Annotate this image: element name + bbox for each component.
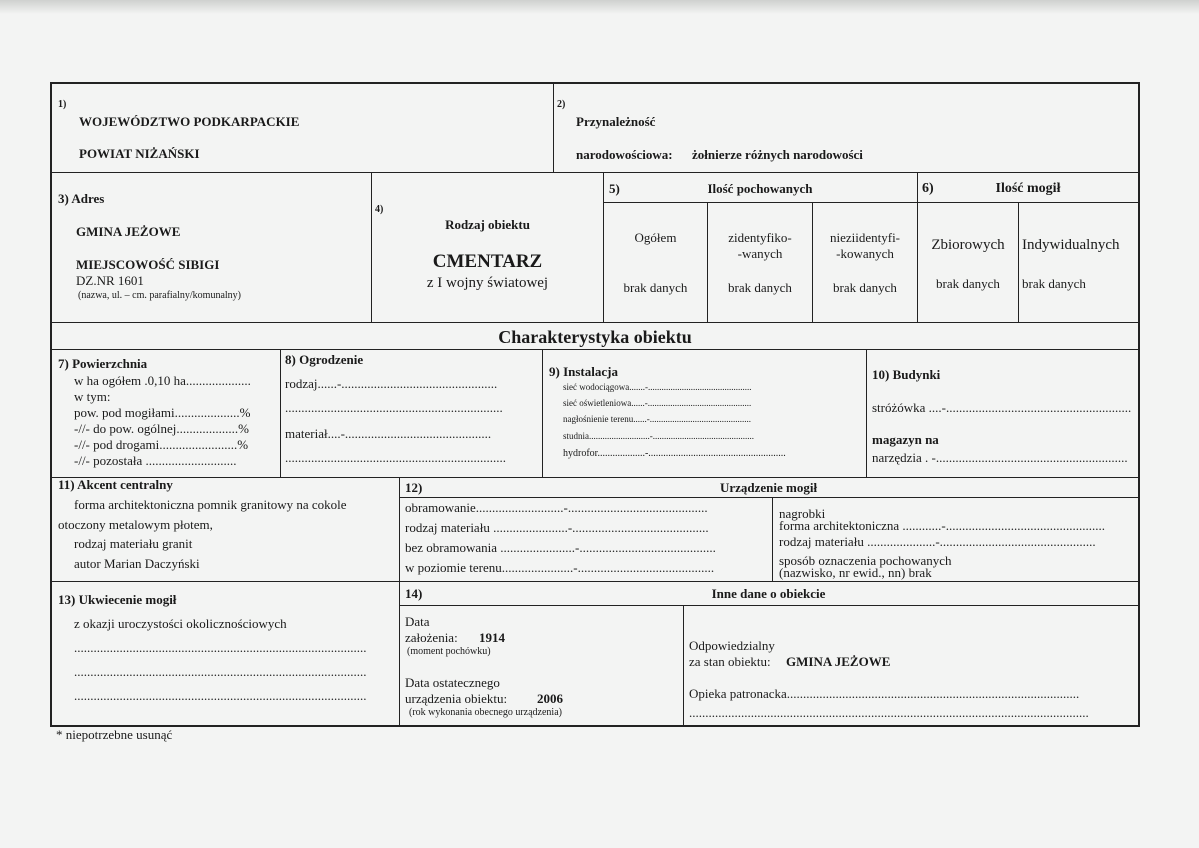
plot-number: DZ.NR 1601 — [76, 273, 144, 288]
divider — [280, 349, 281, 477]
fence-line: ................................................................... — [285, 400, 503, 415]
divider — [52, 322, 1138, 323]
buildings-line: stróżówka ....-......................................................... — [872, 400, 1132, 415]
last-arrangement-label-2: urządzenia obiektu: — [405, 691, 508, 706]
nationality-label: Przynależność — [576, 114, 656, 129]
fence-title: 8) Ogrodzenie — [285, 352, 364, 367]
graves-arrangement-line: w poziomie terenu......................-.......................................... — [405, 560, 715, 575]
gmina: GMINA JEŻOWE — [76, 224, 181, 239]
section-title: Charakterystyka obiektu — [498, 327, 692, 347]
area-line: w tym: — [74, 389, 111, 404]
fence-line: materiał....-............................................. — [285, 426, 492, 441]
utilities-line: sieć oświetleniowa......-.............................................. — [563, 398, 752, 408]
divider — [399, 477, 400, 727]
founded-note: (moment pochówku) — [407, 646, 491, 657]
cemetery-record-card — [50, 82, 1140, 727]
buried-identified-value: brak danych — [728, 280, 792, 295]
other-data-title: Inne dane o obiekcie — [711, 586, 826, 601]
area-line: w ha ogółem .0,10 ha.................... — [74, 373, 251, 388]
object-type-value: CMENTARZ — [432, 251, 543, 272]
utilities-line: studnia...........................-............................................. — [563, 431, 754, 441]
buried-unidentified-value: brak danych — [833, 280, 897, 295]
buildings-title: 10) Budynki — [872, 367, 941, 382]
tombstones-line: forma architektoniczna ............-................................................. — [779, 518, 1106, 533]
nationality-value: żołnierze różnych narodowości — [692, 147, 863, 162]
box-number: 5) — [609, 181, 620, 196]
box-number: 12) — [405, 480, 423, 495]
scan-shadow — [0, 0, 1199, 14]
area-line: -//- pod drogami........................% — [74, 437, 249, 452]
divider — [399, 605, 1138, 606]
buildings-line: magazyn na — [872, 432, 939, 447]
graves-count-title: Ilość mogił — [995, 181, 1061, 196]
flowers-line: z okazji uroczystości okolicznościowych — [74, 616, 287, 631]
responsible-value: GMINA JEŻOWE — [786, 654, 891, 669]
graves-arrangement-line: bez obramowania .......................-.......................................... — [405, 540, 716, 555]
divider — [707, 202, 708, 322]
graves-arrangement-line: obramowanie...........................-........................................... — [405, 500, 708, 515]
address-note: (nazwa, ul. – cm. parafialny/komunalny) — [78, 290, 241, 301]
responsible-label-2: za stan obiektu: — [689, 654, 771, 669]
date-label: Data — [405, 614, 430, 629]
utilities-line: nagłośnienie terenu......-............................................. — [563, 414, 751, 424]
graves-collective-value: brak danych — [936, 276, 1000, 291]
object-type-subvalue: z I wojny światowej — [426, 275, 549, 291]
fence-line: rodzaj......-................................................ — [285, 376, 498, 391]
flowers-line: .......................................................................................... — [74, 688, 367, 703]
divider — [52, 477, 1138, 478]
patronage-line: Opieka patronacka.......................................................................................... — [689, 686, 1080, 701]
county: POWIAT NIŻAŃSKI — [79, 146, 200, 161]
buried-total-value: brak danych — [623, 280, 688, 295]
divider — [683, 605, 684, 727]
graves-arrangement-title: Urządzenie mogił — [719, 480, 818, 495]
central-accent-line: autor Marian Daczyński — [74, 556, 200, 571]
object-type-label: Rodzaj obiektu — [445, 217, 530, 232]
last-arrangement-note: (rok wykonania obecnego urządzenia) — [409, 707, 562, 718]
responsible-label: Odpowiedzialny — [689, 638, 775, 653]
divider — [553, 84, 554, 172]
area-title: 7) Powierzchnia — [58, 356, 148, 371]
fence-line: .................................................................... — [285, 450, 506, 465]
buried-unidentified-header-2: -kowanych — [836, 246, 894, 261]
tombstones-line: nagrobki — [779, 506, 826, 521]
box-number: 6) — [922, 181, 934, 196]
divider — [52, 172, 1138, 173]
tombstones-line: sposób oznaczenia pochowanych — [779, 553, 952, 568]
graves-arrangement-line: rodzaj materiału .......................-.......................................... — [405, 520, 709, 535]
tombstones-line: (nazwisko, nr ewid., nn) brak — [779, 565, 932, 580]
voivodeship: WOJEWÓDZTWO PODKARPACKIE — [79, 114, 300, 129]
graves-collective-header: Zbiorowych — [931, 237, 1005, 253]
flowers-line: .......................................................................................... — [74, 640, 367, 655]
central-accent-line: otoczony metalowym płotem, — [58, 517, 213, 532]
buried-unidentified-header: nieziidentyfi- — [829, 230, 901, 245]
tombstones-line: rodzaj materiału .....................-................................................ — [779, 534, 1096, 549]
last-arrangement-label: Data ostatecznego — [405, 675, 500, 690]
address-label: 3) Adres — [58, 191, 105, 206]
buried-identified-header: zidentyfiko- — [728, 230, 792, 245]
last-arrangement-value: 2006 — [537, 691, 563, 706]
box-number: 14) — [405, 586, 423, 601]
central-accent-line: forma architektoniczna pomnik granitowy na cokole — [74, 497, 347, 512]
locality: MIEJSCOWOŚĆ SIBIGI — [76, 257, 220, 272]
divider — [542, 349, 543, 477]
graves-individual-header: Indywidualnych — [1022, 237, 1120, 253]
divider — [371, 172, 372, 322]
founded-label: założenia: — [405, 630, 458, 645]
divider — [866, 349, 867, 477]
founded-value: 1914 — [479, 630, 505, 645]
area-line: -//- do pow. ogólnej...................% — [74, 421, 249, 436]
box-number: 2) — [557, 99, 566, 110]
divider — [603, 202, 1138, 203]
box-number: 4) — [375, 204, 384, 215]
central-accent-title: 11) Akcent centralny — [58, 477, 173, 492]
buried-identified-header-2: -wanych — [737, 246, 783, 261]
divider — [399, 497, 1138, 498]
patronage-line-2: ........................................................................................................................... — [689, 705, 1089, 720]
utilities-title: 9) Instalacja — [549, 364, 618, 379]
utilities-line: hydrofor...................-....................................................... — [563, 448, 786, 459]
buildings-line: narzędzia . -........................................................... — [872, 450, 1128, 465]
divider — [1018, 202, 1019, 322]
divider — [52, 581, 1138, 582]
area-line: -//- pozostała ............................ — [74, 453, 237, 468]
footnote: * niepotrzebne usunąć — [56, 727, 173, 742]
area-line: pow. pod mogiłami....................% — [74, 405, 251, 420]
buried-count-title: Ilość pochowanych — [707, 181, 813, 196]
flowers-line: .......................................................................................... — [74, 664, 367, 679]
flowers-title: 13) Ukwiecenie mogił — [58, 592, 177, 607]
box-number: 1) — [58, 99, 67, 110]
nationality-label-2: narodowościowa: — [576, 147, 673, 162]
divider — [772, 497, 773, 581]
buried-total-header: Ogółem — [634, 230, 677, 245]
divider — [812, 202, 813, 322]
central-accent-line: rodzaj materiału granit — [74, 536, 193, 551]
graves-individual-value: brak danych — [1022, 276, 1086, 291]
divider — [52, 349, 1138, 350]
utilities-line: sieć wodociągowa.......-.............................................. — [563, 382, 752, 392]
